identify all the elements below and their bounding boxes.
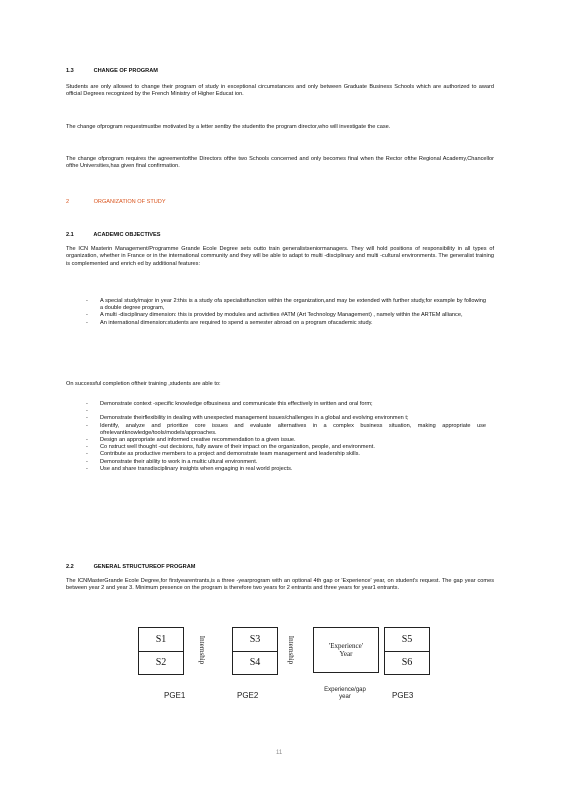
list-item: - A special study/major in year 2:this is a study ofa specialistfunction within the organization,and may be extended with further study,for example by following a double degree program,: [86, 298, 486, 312]
pge1-label: PGE1: [164, 691, 186, 700]
list-item: - Contribute as productive members to a project and demonstrate team management and leadership skills.: [86, 451, 486, 458]
features-list: [86, 298, 486, 327]
list-item: [86, 408, 486, 415]
paragraph: The ICNMasterGrande Ecole Degree,for firstyearentrants,is a three -yearprogram with an optional 4th gap or 'Experience' year, on student's request. The gap year comes between year 2 and year 3. Minimum presence on the program is therefore two years for 2 entrants and three years for year1 entrants.: [66, 578, 494, 592]
paragraph: The ICN Masterin Management/Programme Grande Ecole Degree sets outto train generalistseniormanagers. They will hold positions of responsibility in all types of organization, whether in France or in the international community and they will be able to adapt to multi -disciplinary and multi -cultural environments. The generalist training is complemented and enrich ed by additional features:: [66, 246, 494, 267]
experience-line1: 'Experience': [328, 642, 363, 650]
semester-s6: S6: [401, 657, 413, 668]
program-structure-diagram: [138, 627, 438, 733]
paragraph: The change ofprogram requestmustbe motivated by a letter sentby the studentto the program director,who will investigate the case.: [66, 124, 391, 130]
experience-year-box: [313, 627, 379, 673]
paragraph: On successful completion oftheir training ,students are able to:: [66, 381, 221, 387]
internship-label: Internship: [287, 635, 295, 665]
semester-s4: S4: [249, 657, 261, 668]
list-item: - A multi -disciplinary dimension: this is provided by modules and activities #ATM (Art Technology Management) , namely within the ARTEM alliance,: [86, 312, 486, 319]
outcomes-list: [86, 401, 486, 473]
section-number: 1.3: [66, 68, 74, 74]
section-title: ACADEMIC OBJECTIVES: [93, 232, 161, 238]
section-1-3-heading: [66, 68, 158, 75]
year2-box: [232, 627, 278, 675]
list-item: - Identify, analyze and prioritize core issues and evaluate alternatives in a complex business situation, making appropriate use ofrelevantknowledge/tools/models/approaches.: [86, 423, 486, 437]
list-item: - Demonstrate context -specific knowledge ofbusiness and communicate this effectively in written and oral form;: [86, 401, 486, 408]
year1-box: [138, 627, 184, 675]
section-number: 2.1: [66, 232, 74, 238]
paragraph: Students are only allowed to change their program of study in exceptional circumstances and only between Graduate Business Schools which are authorized to award official Degrees recognized by the French Ministry of Higher Educat ion.: [66, 84, 494, 98]
list-item: - Demonstrate theirflexibility in dealing with unexpected management issues/challenges in a global and evolving environmen t;: [86, 415, 486, 422]
list-item: - Co nstruct well thought -out decisions, fully aware of their impact on the organization, people, and environment.: [86, 444, 486, 451]
gap-year-label: Experience/gap year: [324, 687, 366, 700]
list-item: - An international dimension:students are required to spend a semester abroad on a program ofacademic study.: [86, 320, 486, 327]
semester-s5: S5: [385, 628, 429, 652]
section-number: 2: [66, 199, 70, 205]
internship-label: Internship: [198, 635, 206, 665]
pge3-label: PGE3: [392, 691, 414, 700]
semester-s3: S3: [233, 628, 277, 652]
page-number: 11: [276, 750, 283, 756]
list-item: - Design an appropriate and informed creative recommendation to a given issue.: [86, 437, 486, 444]
section-title: CHANGE OF PROGRAM: [93, 68, 158, 74]
section-title: GENERAL STRUCTUREOF PROGRAM: [93, 564, 196, 570]
year3-box: [384, 627, 430, 675]
section-2-1-heading: [66, 232, 161, 239]
paragraph: The change ofprogram requires the agreementofthe Directors ofthe two Schools concerned and only becomes final when the Rector ofthe Regional Academy,Chancellor ofthe Universities,has given final confirmation.: [66, 156, 494, 170]
semester-s1: S1: [139, 628, 183, 652]
list-item: - Use and share transdisciplinary insights when engaging in real world projects.: [86, 466, 486, 473]
section-number: 2.2: [66, 564, 74, 570]
section-title: ORGANIZATION OF STUDY: [93, 199, 166, 205]
list-item: - Demonstrate their ability to work in a multic ultural environment.: [86, 459, 486, 466]
experience-line2: Year: [339, 650, 353, 658]
pge2-label: PGE2: [237, 691, 259, 700]
section-2-heading: [66, 199, 166, 206]
semester-s2: S2: [155, 657, 167, 668]
section-2-2-heading: [66, 564, 195, 571]
